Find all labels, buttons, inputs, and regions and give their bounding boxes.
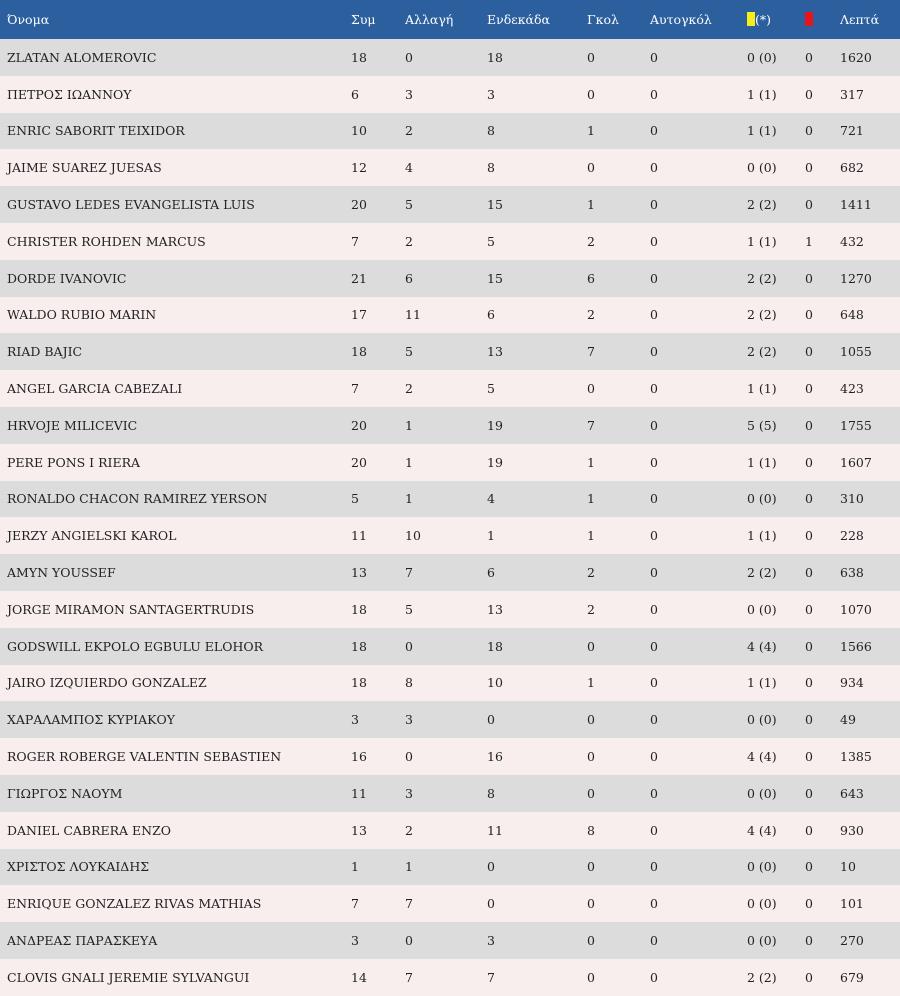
player-name-cell[interactable]: ΑΝΔΡΕΑΣ ΠΑΡΑΣΚΕΥΑ: [7, 933, 158, 949]
goals-cell: 2: [587, 307, 595, 323]
minutes-cell: 310: [840, 491, 864, 507]
apps-cell: 6: [351, 86, 359, 102]
own-goals-cell: 0: [650, 601, 658, 617]
starts-cell: 5: [487, 233, 495, 249]
yellow-cards-cell: 0 (0): [747, 160, 777, 176]
goals-cell: 0: [587, 969, 595, 985]
own-goals-cell: 0: [650, 123, 658, 139]
yellow-cards-cell: 0 (0): [747, 896, 777, 912]
subs-cell: 1: [405, 491, 413, 507]
apps-cell: 3: [351, 933, 359, 949]
table-row[interactable]: [0, 959, 900, 996]
yellow-cards-cell: 2 (2): [747, 344, 777, 360]
subs-cell: 2: [405, 233, 413, 249]
subs-cell: 4: [405, 160, 413, 176]
subs-cell: 3: [405, 86, 413, 102]
red-cards-cell: 0: [805, 785, 813, 801]
red-cards-cell: 1: [805, 233, 813, 249]
red-cards-cell: 0: [805, 601, 813, 617]
subs-cell: 1: [405, 454, 413, 470]
col-header-apps[interactable]: Συμ: [351, 12, 376, 27]
starts-cell: 3: [487, 933, 495, 949]
subs-cell: 0: [405, 638, 413, 654]
table-row[interactable]: [0, 260, 900, 297]
red-cards-cell: 0: [805, 528, 813, 544]
player-name-cell[interactable]: JAIME SUAREZ JUESAS: [7, 160, 162, 176]
starts-cell: 7: [487, 969, 495, 985]
player-name-cell[interactable]: WALDO RUBIO MARIN: [7, 307, 157, 323]
apps-cell: 18: [351, 49, 367, 65]
player-name-cell[interactable]: ROGER ROBERGE VALENTIN SEBASTIEN: [7, 749, 282, 765]
apps-cell: 13: [351, 822, 367, 838]
red-cards-cell: 0: [805, 123, 813, 139]
yellow-card-suffix: (*): [755, 12, 772, 27]
col-header-red-cards[interactable]: [798, 0, 833, 39]
apps-cell: 10: [351, 123, 367, 139]
goals-cell: 0: [587, 785, 595, 801]
yellow-cards-cell: 0 (0): [747, 859, 777, 875]
apps-cell: 7: [351, 381, 359, 397]
apps-cell: 11: [351, 528, 367, 544]
goals-cell: 7: [587, 417, 595, 433]
starts-cell: 1: [487, 528, 495, 544]
starts-cell: 18: [487, 638, 503, 654]
own-goals-cell: 0: [650, 86, 658, 102]
own-goals-cell: 0: [650, 712, 658, 728]
starts-cell: 5: [487, 381, 495, 397]
minutes-cell: 1566: [840, 638, 872, 654]
player-name-cell[interactable]: CLOVIS GNALI JEREMIE SYLVANGUI: [7, 969, 250, 985]
subs-cell: 3: [405, 785, 413, 801]
table-row[interactable]: [0, 885, 900, 922]
apps-cell: 14: [351, 969, 367, 985]
minutes-cell: 930: [840, 822, 864, 838]
player-name-cell[interactable]: HRVOJE MILICEVIC: [7, 417, 138, 433]
red-cards-cell: 0: [805, 86, 813, 102]
table-row[interactable]: [0, 812, 900, 849]
red-cards-cell: 0: [805, 197, 813, 213]
table-row[interactable]: [0, 223, 900, 260]
yellow-cards-cell: 0 (0): [747, 785, 777, 801]
own-goals-cell: 0: [650, 454, 658, 470]
subs-cell: 0: [405, 933, 413, 949]
table-row[interactable]: [0, 701, 900, 738]
table-row[interactable]: [0, 39, 900, 76]
col-header-minutes[interactable]: Λεπτά: [840, 12, 880, 27]
player-name-cell[interactable]: JAIRO IZQUIERDO GONZALEZ: [7, 675, 207, 691]
yellow-cards-cell: 1 (1): [747, 233, 777, 249]
minutes-cell: 1070: [840, 601, 872, 617]
own-goals-cell: 0: [650, 381, 658, 397]
col-header-goals[interactable]: Γκολ: [587, 12, 619, 27]
yellow-card-icon: [747, 12, 755, 26]
starts-cell: 8: [487, 160, 495, 176]
starts-cell: 0: [487, 896, 495, 912]
table-row[interactable]: [0, 517, 900, 554]
own-goals-cell: 0: [650, 49, 658, 65]
goals-cell: 8: [587, 822, 595, 838]
starts-cell: 13: [487, 344, 503, 360]
col-header-starts[interactable]: Ενδεκάδα: [487, 12, 550, 27]
player-name-cell[interactable]: JERZY ANGIELSKI KAROL: [7, 528, 177, 544]
yellow-cards-cell: 1 (1): [747, 86, 777, 102]
subs-cell: 10: [405, 528, 421, 544]
goals-cell: 0: [587, 896, 595, 912]
red-cards-cell: 0: [805, 969, 813, 985]
minutes-cell: 934: [840, 675, 864, 691]
yellow-cards-cell: 0 (0): [747, 49, 777, 65]
yellow-cards-cell: 1 (1): [747, 454, 777, 470]
subs-cell: 6: [405, 270, 413, 286]
table-row[interactable]: [0, 113, 900, 150]
minutes-cell: 1620: [840, 49, 872, 65]
goals-cell: 2: [587, 601, 595, 617]
own-goals-cell: 0: [650, 859, 658, 875]
yellow-cards-cell: 2 (2): [747, 307, 777, 323]
goals-cell: 0: [587, 49, 595, 65]
col-header-name[interactable]: Όνομα: [7, 12, 50, 27]
goals-cell: 1: [587, 123, 595, 139]
player-name-cell[interactable]: CHRISTER ROHDEN MARCUS: [7, 233, 206, 249]
red-cards-cell: 0: [805, 859, 813, 875]
minutes-cell: 228: [840, 528, 864, 544]
apps-cell: 20: [351, 454, 367, 470]
starts-cell: 3: [487, 86, 495, 102]
red-cards-cell: 0: [805, 160, 813, 176]
subs-cell: 7: [405, 565, 413, 581]
own-goals-cell: 0: [650, 160, 658, 176]
col-header-own-goals[interactable]: Αυτογκόλ: [650, 12, 712, 27]
goals-cell: 1: [587, 675, 595, 691]
red-cards-cell: 0: [805, 417, 813, 433]
minutes-cell: 432: [840, 233, 864, 249]
player-name-cell[interactable]: RIAD BAJIC: [7, 344, 83, 360]
table-row[interactable]: [0, 333, 900, 370]
starts-cell: 8: [487, 123, 495, 139]
yellow-cards-cell: 1 (1): [747, 123, 777, 139]
table-row[interactable]: [0, 849, 900, 886]
yellow-cards-cell: 0 (0): [747, 601, 777, 617]
own-goals-cell: 0: [650, 565, 658, 581]
subs-cell: 1: [405, 417, 413, 433]
player-name-cell[interactable]: GODSWILL EKPOLO EGBULU ELOHOR: [7, 638, 264, 654]
subs-cell: 7: [405, 896, 413, 912]
apps-cell: 1: [351, 859, 359, 875]
yellow-cards-cell: 2 (2): [747, 969, 777, 985]
red-cards-cell: 0: [805, 749, 813, 765]
table-row[interactable]: [0, 186, 900, 223]
goals-cell: 0: [587, 638, 595, 654]
col-header-subs[interactable]: Αλλαγή: [405, 12, 454, 27]
own-goals-cell: 0: [650, 307, 658, 323]
table-row[interactable]: [0, 370, 900, 407]
goals-cell: 2: [587, 233, 595, 249]
apps-cell: 20: [351, 197, 367, 213]
goals-cell: 1: [587, 528, 595, 544]
red-cards-cell: 0: [805, 675, 813, 691]
apps-cell: 18: [351, 675, 367, 691]
own-goals-cell: 0: [650, 233, 658, 249]
minutes-cell: 679: [840, 969, 864, 985]
apps-cell: 17: [351, 307, 367, 323]
subs-cell: 11: [405, 307, 421, 323]
subs-cell: 5: [405, 197, 413, 213]
apps-cell: 5: [351, 491, 359, 507]
red-cards-cell: 0: [805, 307, 813, 323]
apps-cell: 20: [351, 417, 367, 433]
subs-cell: 2: [405, 822, 413, 838]
minutes-cell: 10: [840, 859, 856, 875]
goals-cell: 1: [587, 197, 595, 213]
table-row[interactable]: [0, 407, 900, 444]
subs-cell: 8: [405, 675, 413, 691]
yellow-cards-cell: 2 (2): [747, 197, 777, 213]
minutes-cell: 638: [840, 565, 864, 581]
starts-cell: 10: [487, 675, 503, 691]
apps-cell: 18: [351, 601, 367, 617]
table-row[interactable]: [0, 481, 900, 518]
minutes-cell: 101: [840, 896, 864, 912]
apps-cell: 7: [351, 233, 359, 249]
yellow-cards-cell: 0 (0): [747, 712, 777, 728]
minutes-cell: 49: [840, 712, 856, 728]
own-goals-cell: 0: [650, 785, 658, 801]
table-row[interactable]: [0, 297, 900, 334]
starts-cell: 13: [487, 601, 503, 617]
table-row[interactable]: [0, 922, 900, 959]
yellow-cards-cell: 4 (4): [747, 822, 777, 838]
player-name-cell[interactable]: ΓΙΩΡΓΟΣ ΝΑΟΥΜ: [7, 785, 123, 801]
goals-cell: 0: [587, 749, 595, 765]
minutes-cell: 1270: [840, 270, 872, 286]
col-header-yellow-cards[interactable]: [740, 0, 798, 39]
subs-cell: 5: [405, 601, 413, 617]
minutes-cell: 721: [840, 123, 864, 139]
own-goals-cell: 0: [650, 197, 658, 213]
own-goals-cell: 0: [650, 749, 658, 765]
minutes-cell: 682: [840, 160, 864, 176]
apps-cell: 21: [351, 270, 367, 286]
player-name-cell[interactable]: ENRIQUE GONZALEZ RIVAS MATHIAS: [7, 896, 262, 912]
minutes-cell: 423: [840, 381, 864, 397]
table-row[interactable]: [0, 665, 900, 702]
minutes-cell: 1755: [840, 417, 872, 433]
goals-cell: 1: [587, 491, 595, 507]
player-name-cell[interactable]: DORDE IVANOVIC: [7, 270, 127, 286]
goals-cell: 0: [587, 712, 595, 728]
own-goals-cell: 0: [650, 896, 658, 912]
red-cards-cell: 0: [805, 454, 813, 470]
red-card-icon: [805, 12, 813, 26]
red-cards-cell: 0: [805, 933, 813, 949]
starts-cell: 0: [487, 859, 495, 875]
goals-cell: 0: [587, 381, 595, 397]
apps-cell: 7: [351, 896, 359, 912]
red-cards-cell: 0: [805, 49, 813, 65]
subs-cell: 0: [405, 749, 413, 765]
own-goals-cell: 0: [650, 417, 658, 433]
subs-cell: 0: [405, 49, 413, 65]
goals-cell: 6: [587, 270, 595, 286]
apps-cell: 13: [351, 565, 367, 581]
minutes-cell: 270: [840, 933, 864, 949]
goals-cell: 0: [587, 933, 595, 949]
own-goals-cell: 0: [650, 344, 658, 360]
player-name-cell[interactable]: ENRIC SABORIT TEIXIDOR: [7, 123, 185, 139]
goals-cell: 0: [587, 859, 595, 875]
table-row[interactable]: [0, 628, 900, 665]
minutes-cell: 317: [840, 86, 864, 102]
header-row: [0, 0, 900, 39]
yellow-cards-cell: 2 (2): [747, 565, 777, 581]
apps-cell: 12: [351, 160, 367, 176]
table-row[interactable]: [0, 775, 900, 812]
red-cards-cell: 0: [805, 822, 813, 838]
subs-cell: 5: [405, 344, 413, 360]
apps-cell: 11: [351, 785, 367, 801]
goals-cell: 7: [587, 344, 595, 360]
red-cards-cell: 0: [805, 565, 813, 581]
yellow-cards-cell: 5 (5): [747, 417, 777, 433]
starts-cell: 6: [487, 565, 495, 581]
starts-cell: 4: [487, 491, 495, 507]
yellow-cards-cell: 1 (1): [747, 528, 777, 544]
goals-cell: 0: [587, 160, 595, 176]
goals-cell: 1: [587, 454, 595, 470]
subs-cell: 3: [405, 712, 413, 728]
own-goals-cell: 0: [650, 491, 658, 507]
own-goals-cell: 0: [650, 528, 658, 544]
minutes-cell: 1055: [840, 344, 872, 360]
red-cards-cell: 0: [805, 381, 813, 397]
table-header: [0, 0, 900, 39]
starts-cell: 0: [487, 712, 495, 728]
red-cards-cell: 0: [805, 638, 813, 654]
own-goals-cell: 0: [650, 822, 658, 838]
player-name-cell[interactable]: ZLATAN ALOMEROVIC: [7, 49, 157, 65]
player-name-cell[interactable]: RONALDO CHACON RAMIREZ YERSON: [7, 491, 268, 507]
player-name-cell[interactable]: DANIEL CABRERA ENZO: [7, 822, 172, 838]
own-goals-cell: 0: [650, 933, 658, 949]
goals-cell: 2: [587, 565, 595, 581]
starts-cell: 8: [487, 785, 495, 801]
minutes-cell: 1607: [840, 454, 872, 470]
player-name-cell[interactable]: ΧΑΡΑΛΑΜΠΟΣ ΚΥΡΙΑΚΟΥ: [7, 712, 175, 728]
minutes-cell: 643: [840, 785, 864, 801]
own-goals-cell: 0: [650, 638, 658, 654]
player-name-cell[interactable]: GUSTAVO LEDES EVANGELISTA LUIS: [7, 197, 255, 213]
starts-cell: 18: [487, 49, 503, 65]
yellow-cards-cell: 4 (4): [747, 749, 777, 765]
red-cards-cell: 0: [805, 712, 813, 728]
starts-cell: 6: [487, 307, 495, 323]
yellow-cards-cell: 0 (0): [747, 933, 777, 949]
minutes-cell: 1411: [840, 197, 872, 213]
table-row[interactable]: [0, 149, 900, 186]
starts-cell: 19: [487, 454, 503, 470]
subs-cell: 2: [405, 381, 413, 397]
starts-cell: 11: [487, 822, 503, 838]
own-goals-cell: 0: [650, 675, 658, 691]
apps-cell: 3: [351, 712, 359, 728]
starts-cell: 15: [487, 270, 503, 286]
own-goals-cell: 0: [650, 270, 658, 286]
subs-cell: 1: [405, 859, 413, 875]
table-body: [0, 39, 900, 996]
apps-cell: 16: [351, 749, 367, 765]
minutes-cell: 1385: [840, 749, 872, 765]
yellow-cards-cell: 0 (0): [747, 491, 777, 507]
red-cards-cell: 0: [805, 270, 813, 286]
apps-cell: 18: [351, 344, 367, 360]
minutes-cell: 648: [840, 307, 864, 323]
table-row[interactable]: [0, 738, 900, 775]
table-row[interactable]: [0, 591, 900, 628]
table-row[interactable]: [0, 554, 900, 591]
red-cards-cell: 0: [805, 491, 813, 507]
yellow-cards-cell: 1 (1): [747, 675, 777, 691]
player-name-cell[interactable]: JORGE MIRAMON SANTAGERTRUDIS: [7, 601, 255, 617]
starts-cell: 19: [487, 417, 503, 433]
subs-cell: 2: [405, 123, 413, 139]
yellow-cards-cell: 4 (4): [747, 638, 777, 654]
player-name-cell[interactable]: AMYN YOUSSEF: [7, 565, 116, 581]
subs-cell: 7: [405, 969, 413, 985]
yellow-cards-cell: 2 (2): [747, 270, 777, 286]
red-cards-cell: 0: [805, 896, 813, 912]
yellow-cards-cell: 1 (1): [747, 381, 777, 397]
table-row[interactable]: [0, 76, 900, 113]
starts-cell: 15: [487, 197, 503, 213]
red-cards-cell: 0: [805, 344, 813, 360]
player-name-cell[interactable]: ΧΡΙΣΤΟΣ ΛΟΥΚΑΙΔΗΣ: [7, 859, 150, 875]
goals-cell: 0: [587, 86, 595, 102]
apps-cell: 18: [351, 638, 367, 654]
own-goals-cell: 0: [650, 969, 658, 985]
table-row[interactable]: [0, 444, 900, 481]
player-name-cell[interactable]: ANGEL GARCIA CABEZALI: [7, 381, 183, 397]
starts-cell: 16: [487, 749, 503, 765]
player-name-cell[interactable]: ΠΕΤΡΟΣ ΙΩΑΝΝΟΥ: [7, 86, 132, 102]
player-name-cell[interactable]: PERE PONS I RIERA: [7, 454, 141, 470]
